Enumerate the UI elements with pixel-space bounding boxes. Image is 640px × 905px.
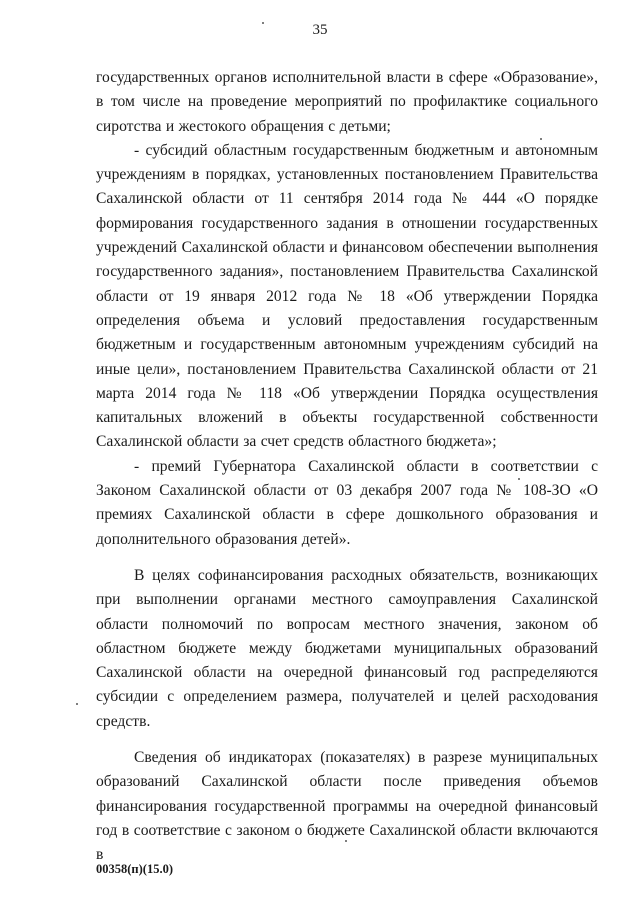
page-number: 35 [312,22,328,38]
paragraph-governor-awards-list-item: - премий Губернатора Сахалинской области в соответствии с Законом Сахалинской области от 03 декабря 2007 года № 108-ЗО «О премиях Сахалинской области в сфере дошкольного образования и дополнительного образования детей». [96,457,598,548]
paragraph-cofinancing: В целях софинансирования расходных обязательств, возникающих при выполнении органами местного самоуправления Сахалинской области полномочий по вопросам местного значения, законом об областном бюджете между бюджетами муниципальных образований Сахалинской области на очередной финансовый год распределяются субсидии с определением размера, получателей и целей расходования средств. [96,566,598,730]
document-code: 00358(п)(15.0) [96,862,173,876]
document-body [96,66,598,868]
scan-speck [345,840,347,842]
scan-speck [262,22,264,24]
scan-speck [518,478,520,480]
paragraph-indicators: Сведения об индикаторах (показателях) в разрезе муниципальных образований Сахалинской области после приведения объемов финансирования государственной программы на очередной финансовый год в соответствие с законом о бюджете Сахалинской области включаются в [96,749,598,864]
paragraph-subsidies-list-item: - субсидий областным государственным бюджетным и автономным учреждениям в порядках, установленных постановлением Правительства Сахалинской области от 11 сентября 2014 года № 444 «О порядке формирования государственного задания в отношении государственных учреждений Сахалинской области и финансовом обеспечении выполнения государственного задания», постановлением Правительства Сахалинской области от 19 января 2012 года № 18 «Об утверждении Порядка определения объема и условий предоставления государственным бюджетным и государственным автономным учреждениям субсидий на иные цели», постановлением Правительства Сахалинской области от 21 марта 2014 года № 118 «Об утверждении Порядка осуществления капитальных вложений в объекты государственной собственности Сахалинской области за счет средств областного бюджета»; [96,141,598,451]
scan-speck [76,703,78,705]
paragraph-continuation: государственных органов исполнительной власти в сфере «Образование», в том числе на проведение мероприятий по профилактике социального сиротства и жестокого обращения с детьми; [96,69,598,135]
scan-speck [540,138,542,140]
